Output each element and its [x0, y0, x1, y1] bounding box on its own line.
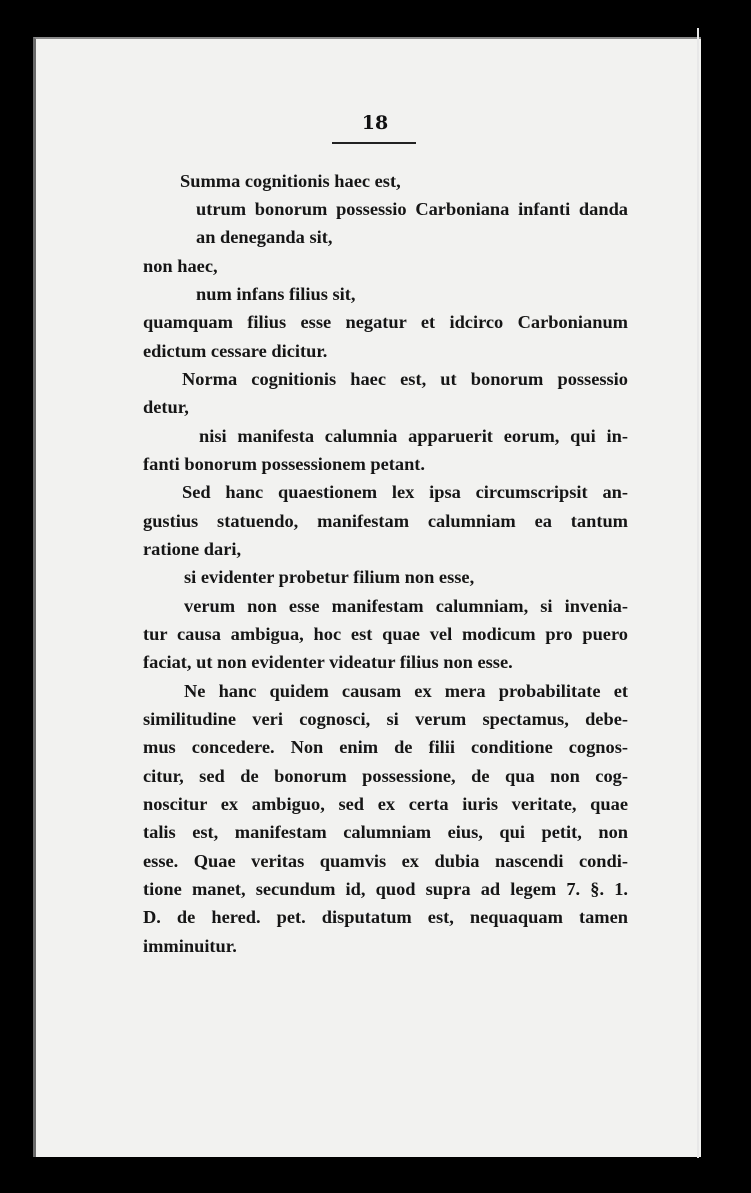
text-line: ratione dari,	[143, 539, 242, 559]
text-line: quamquam filius esse negatur et idcirco Carbonianum	[143, 312, 628, 332]
text-line: non haec,	[143, 256, 218, 276]
text-line: detur,	[143, 397, 189, 417]
text-line: si evidenter probetur filium non esse,	[184, 567, 475, 587]
text-line: Ne hanc quidem causam ex mera probabilitate et	[184, 681, 628, 701]
page-edge	[697, 28, 699, 1158]
page-number: 18	[361, 112, 389, 134]
text-line: nisi manifesta calumnia apparuerit eorum, qui in-	[199, 426, 628, 446]
text-line: talis est, manifestam calumniam eius, qui petit, non	[143, 822, 628, 842]
text-line: imminuitur.	[143, 936, 237, 956]
text-line: Sed hanc quaestionem lex ipsa circumscripsit an-	[182, 482, 628, 502]
text-line: fanti bonorum possessionem petant.	[143, 454, 426, 474]
text-line: esse. Quae veritas quamvis ex dubia nascendi condi-	[143, 851, 628, 871]
text-line: verum non esse manifestam calumniam, si invenia-	[184, 596, 628, 616]
text-line: faciat, ut non evidenter videatur filius non esse.	[143, 652, 513, 672]
text-line: num infans filius sit,	[196, 284, 356, 304]
text-line: mus concedere. Non enim de filii conditione cognos-	[143, 737, 628, 757]
text-line: noscitur ex ambiguo, sed ex certa iuris veritate, quae	[143, 794, 628, 814]
text-line: citur, sed de bonorum possessione, de qua non cog-	[143, 766, 628, 786]
text-line: edictum cessare dicitur.	[143, 341, 328, 361]
header-rule	[332, 142, 416, 144]
text-line: D. de hered. pet. disputatum est, nequaquam tamen	[143, 907, 628, 927]
text-line: similitudine veri cognosci, si verum spectamus, debe-	[143, 709, 628, 729]
text-line: Norma cognitionis haec est, ut bonorum possessio	[182, 369, 628, 389]
text-line: tur causa ambigua, hoc est quae vel modicum pro puero	[143, 624, 628, 644]
text-line: Summa cognitionis haec est,	[180, 171, 401, 191]
text-line: an deneganda sit,	[196, 227, 333, 247]
text-line: utrum bonorum possessio Carboniana infanti danda	[196, 199, 628, 219]
text-line: tione manet, secundum id, quod supra ad legem 7. §. 1.	[143, 879, 628, 899]
text-line: gustius statuendo, manifestam calumniam ea tantum	[143, 511, 628, 531]
